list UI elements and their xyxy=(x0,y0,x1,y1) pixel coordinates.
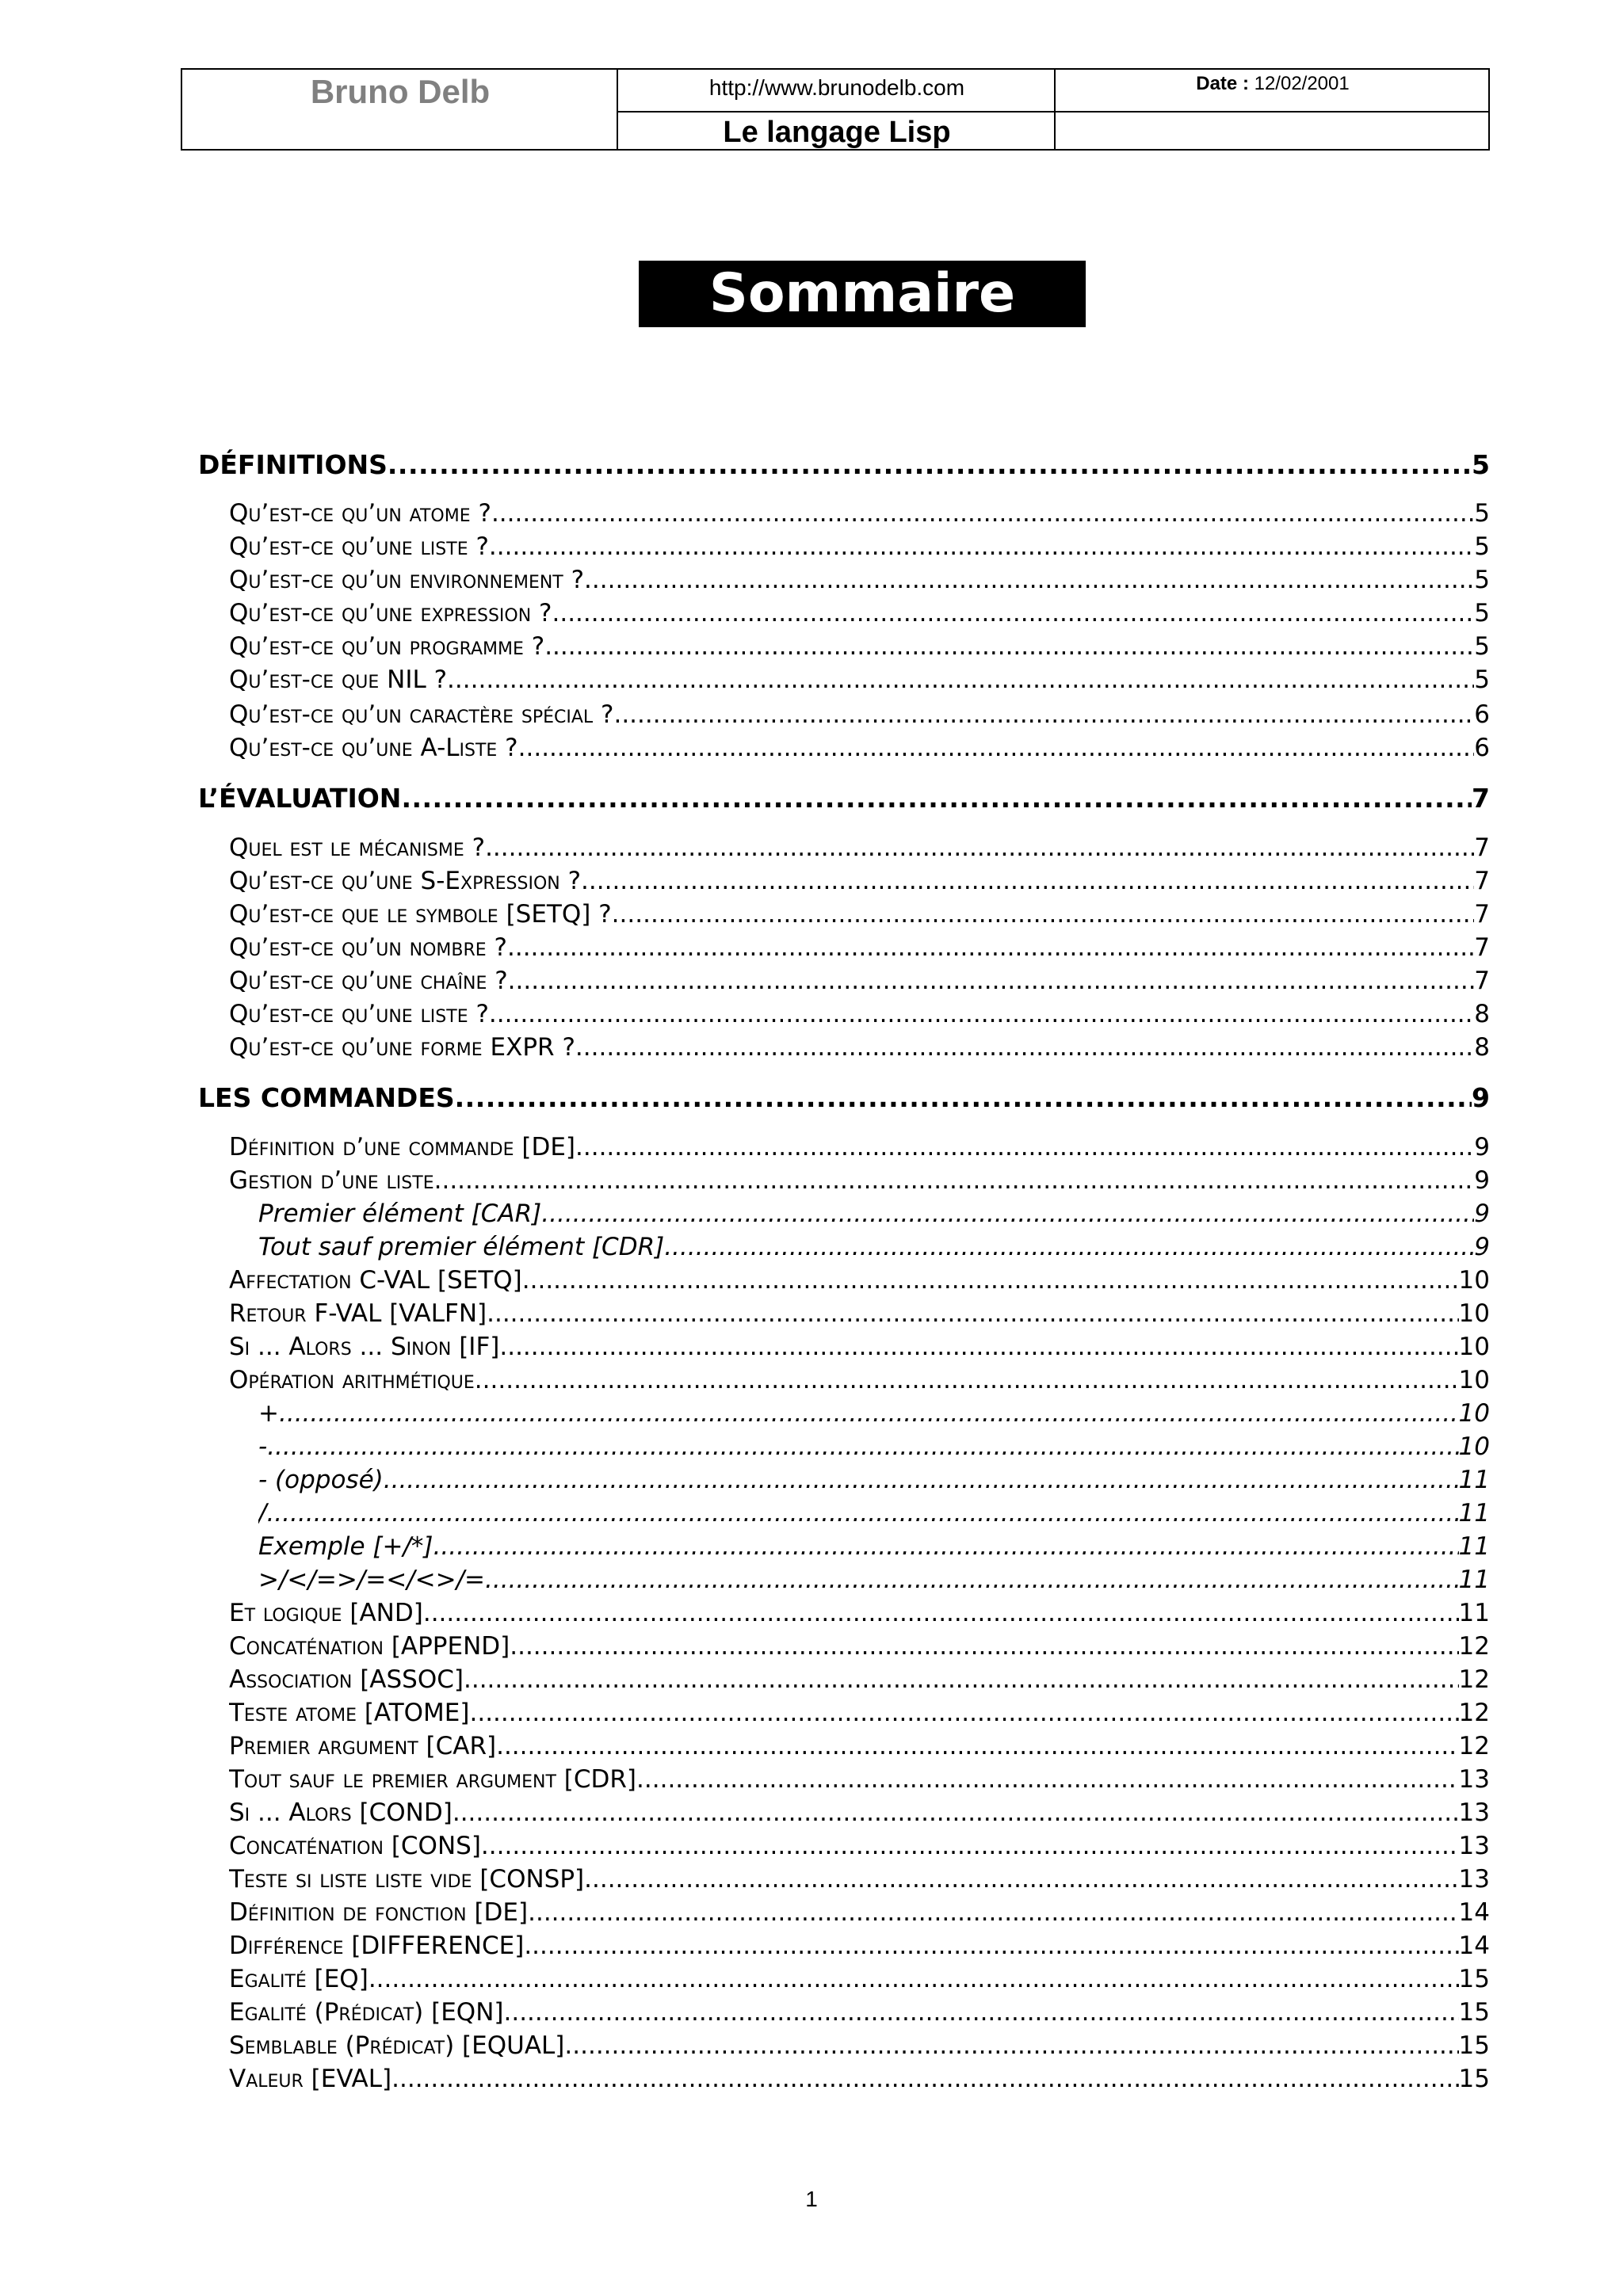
toc-entry-title: Tout sauf premier élément [CDR] xyxy=(258,1233,665,1261)
toc-entry-page: 13 xyxy=(1458,1765,1490,1794)
document-header-table xyxy=(181,68,1490,151)
toc-entry-title: Définition d’une commande [DE] xyxy=(229,1133,576,1161)
toc-entry-page: 7 xyxy=(1474,933,1490,962)
toc-entry-title: Retour F-VAL [VALFN] xyxy=(229,1299,487,1328)
toc-entry-page: 14 xyxy=(1458,1898,1490,1927)
toc-dot-leader xyxy=(584,1865,1458,1894)
toc-entry-page: 15 xyxy=(1458,1965,1490,1993)
toc-entry-page: 7 xyxy=(1472,783,1490,814)
toc-dot-leader xyxy=(491,499,1474,528)
toc-dot-leader xyxy=(470,1699,1459,1727)
toc-entry-title: Quel est le mécanisme ? xyxy=(229,833,486,862)
toc-entry[interactable] xyxy=(229,1898,1490,1927)
toc-entry-title: Qu’est-ce qu’un nombre ? xyxy=(229,933,507,962)
toc-entry-title: DÉFINITIONS xyxy=(198,449,388,480)
toc-entry-page: 9 xyxy=(1474,1166,1490,1195)
toc-entry-title: Qu’est-ce qu’un programme ? xyxy=(229,632,545,661)
toc-section-entry[interactable] xyxy=(198,449,1490,480)
toc-dot-leader xyxy=(541,1199,1474,1228)
toc-dot-leader xyxy=(401,783,1472,814)
toc-entry[interactable] xyxy=(229,566,1490,594)
toc-entry-page: 11 xyxy=(1458,1532,1490,1561)
toc-entry-page: 15 xyxy=(1458,2065,1490,2093)
toc-entry[interactable] xyxy=(229,1599,1490,1627)
toc-entry[interactable] xyxy=(258,1432,1490,1461)
toc-entry-title: Premier argument [CAR] xyxy=(229,1732,497,1760)
page-title: Sommaire xyxy=(639,261,1086,327)
toc-entry[interactable] xyxy=(258,1566,1490,1594)
toc-entry-page: 10 xyxy=(1458,1333,1490,1361)
toc-dot-leader xyxy=(508,967,1475,995)
toc-entry[interactable] xyxy=(229,1765,1490,1794)
toc-entry-title: >/</=>/=</<>/= xyxy=(258,1566,485,1594)
toc-entry[interactable] xyxy=(258,1233,1490,1261)
toc-dot-leader xyxy=(485,833,1474,862)
toc-dot-leader xyxy=(267,1432,1458,1461)
toc-entry-title: Qu’est-ce qu’un atome ? xyxy=(229,499,491,528)
toc-entry-page: 10 xyxy=(1458,1399,1490,1428)
toc-entry-title: + xyxy=(258,1399,279,1428)
toc-entry[interactable] xyxy=(229,867,1490,895)
toc-entry-title: Qu’est-ce que le symbole [SETQ] ? xyxy=(229,900,612,929)
toc-dot-leader xyxy=(475,1366,1459,1394)
toc-entry[interactable] xyxy=(258,1466,1490,1494)
toc-dot-leader xyxy=(447,666,1474,694)
toc-entry[interactable] xyxy=(229,1000,1490,1028)
toc-entry-title: Semblable (Prédicat) [EQUAL] xyxy=(229,2031,565,2060)
toc-entry-title: Qu’est-ce qu’une liste ? xyxy=(229,532,489,561)
toc-entry[interactable] xyxy=(229,1665,1490,1694)
toc-dot-leader xyxy=(503,1998,1458,2027)
toc-entry-title: Affectation C-VAL [SETQ] xyxy=(229,1266,522,1295)
toc-entry-page: 12 xyxy=(1458,1632,1490,1661)
toc-entry[interactable] xyxy=(229,1632,1490,1661)
toc-entry[interactable] xyxy=(229,666,1490,694)
toc-dot-leader xyxy=(664,1233,1474,1261)
toc-entry-title: / xyxy=(258,1499,267,1527)
toc-entry-title: Egalité [EQ] xyxy=(229,1965,369,1993)
toc-dot-leader xyxy=(510,1632,1458,1661)
toc-dot-leader xyxy=(518,734,1475,762)
toc-entry-page: 7 xyxy=(1474,833,1490,862)
toc-dot-leader xyxy=(266,1499,1458,1527)
toc-entry-page: 12 xyxy=(1458,1699,1490,1727)
toc-entry-page: 5 xyxy=(1472,449,1490,480)
toc-entry[interactable] xyxy=(229,1366,1490,1394)
toc-entry[interactable] xyxy=(229,734,1490,762)
toc-dot-leader xyxy=(612,900,1475,929)
toc-entry[interactable] xyxy=(229,700,1490,729)
toc-entry-page: 5 xyxy=(1474,566,1490,594)
toc-entry-title: L’ÉVALUATION xyxy=(198,783,402,814)
toc-entry[interactable] xyxy=(229,1333,1490,1361)
toc-entry[interactable] xyxy=(229,1798,1490,1827)
toc-entry-page: 7 xyxy=(1474,867,1490,895)
toc-entry[interactable] xyxy=(229,900,1490,929)
toc-entry[interactable] xyxy=(229,1832,1490,1860)
toc-dot-leader xyxy=(388,449,1472,480)
toc-dot-leader xyxy=(544,632,1474,661)
header-divider xyxy=(617,70,618,149)
toc-dot-leader xyxy=(584,566,1474,594)
toc-entry-page: 9 xyxy=(1472,1082,1490,1113)
toc-entry-page: 7 xyxy=(1474,967,1490,995)
toc-dot-leader xyxy=(575,1133,1474,1161)
toc-entry-title: Différence [DIFFERENCE] xyxy=(229,1932,525,1960)
toc-dot-leader xyxy=(384,1466,1459,1494)
header-url: http://www.brunodelb.com xyxy=(708,75,965,100)
toc-entry-title: Si ... Alors [COND] xyxy=(229,1798,453,1827)
toc-entry[interactable] xyxy=(229,632,1490,661)
toc-dot-leader xyxy=(391,2065,1458,2093)
toc-entry-page: 10 xyxy=(1458,1366,1490,1394)
toc-entry-page: 13 xyxy=(1458,1865,1490,1894)
toc-entry-title: Qu’est-ce qu’une expression ? xyxy=(229,599,552,627)
toc-dot-leader xyxy=(481,1832,1459,1860)
toc-entry-title: Association [ASSOC] xyxy=(229,1665,464,1694)
toc-dot-leader xyxy=(575,1033,1474,1062)
toc-entry-title: Et logique [AND] xyxy=(229,1599,423,1627)
toc-entry-page: 12 xyxy=(1458,1665,1490,1694)
toc-entry-page: 13 xyxy=(1458,1798,1490,1827)
toc-entry-title: Gestion d’une liste xyxy=(229,1166,434,1195)
toc-entry[interactable] xyxy=(229,1266,1490,1295)
header-author: Bruno Delb xyxy=(310,73,491,110)
toc-dot-leader xyxy=(496,1732,1458,1760)
toc-entry-page: 11 xyxy=(1458,1599,1490,1627)
toc-entry[interactable] xyxy=(229,933,1490,962)
toc-entry-page: 6 xyxy=(1474,734,1490,762)
toc-entry-title: - xyxy=(258,1432,268,1461)
toc-entry-page: 5 xyxy=(1474,499,1490,528)
toc-entry-page: 6 xyxy=(1474,700,1490,729)
toc-entry-title: Qu’est-ce qu’un caractère spécial ? xyxy=(229,700,614,729)
page-number: 1 xyxy=(805,2187,818,2211)
toc-entry-title: Valeur [EVAL] xyxy=(229,2065,392,2093)
toc-entry[interactable] xyxy=(229,1965,1490,1993)
toc-entry-title: Concaténation [APPEND] xyxy=(229,1632,510,1661)
toc-section-entry[interactable] xyxy=(198,783,1490,814)
toc-entry-title: Premier élément [CAR] xyxy=(258,1199,542,1228)
toc-entry[interactable] xyxy=(229,2031,1490,2060)
toc-entry[interactable] xyxy=(229,599,1490,627)
toc-entry[interactable] xyxy=(229,499,1490,528)
header-date-label: Date : xyxy=(1196,73,1249,94)
toc-entry-page: 10 xyxy=(1458,1299,1490,1328)
toc-entry-page: 5 xyxy=(1474,532,1490,561)
toc-dot-leader xyxy=(369,1965,1459,1993)
toc-entry[interactable] xyxy=(229,1133,1490,1161)
toc-dot-leader xyxy=(279,1399,1459,1428)
toc-dot-leader xyxy=(507,933,1474,962)
header-date-value: 12/02/2001 xyxy=(1254,73,1350,94)
toc-entry[interactable] xyxy=(229,532,1490,561)
toc-entry-title: Teste atome [ATOME] xyxy=(229,1699,470,1727)
toc-entry-title: Définition de fonction [DE] xyxy=(229,1898,529,1927)
toc-entry[interactable] xyxy=(258,1199,1490,1228)
toc-entry-page: 5 xyxy=(1474,666,1490,694)
toc-dot-leader xyxy=(423,1599,1459,1627)
toc-entry-page: 9 xyxy=(1474,1233,1490,1261)
toc-entry-page: 10 xyxy=(1458,1432,1490,1461)
toc-entry[interactable] xyxy=(258,1499,1490,1527)
toc-entry-title: Qu’est-ce que NIL ? xyxy=(229,666,448,694)
toc-entry-title: Qu’est-ce qu’un environnement ? xyxy=(229,566,585,594)
toc-entry-title: Tout sauf le premier argument [CDR] xyxy=(229,1765,637,1794)
toc-entry-page: 8 xyxy=(1474,1033,1490,1062)
toc-entry[interactable] xyxy=(229,1732,1490,1760)
toc-dot-leader xyxy=(613,700,1474,729)
toc-entry-page: 9 xyxy=(1474,1199,1490,1228)
header-date xyxy=(1056,70,1490,111)
toc-entry-page: 14 xyxy=(1458,1932,1490,1960)
toc-entry-page: 15 xyxy=(1458,2031,1490,2060)
toc-entry-page: 5 xyxy=(1474,632,1490,661)
toc-entry-page: 11 xyxy=(1458,1499,1490,1527)
toc-dot-leader xyxy=(455,1082,1472,1113)
toc-dot-leader xyxy=(464,1665,1459,1694)
toc-dot-leader xyxy=(524,1932,1458,1960)
toc-entry-title: - (opposé) xyxy=(258,1466,384,1494)
toc-entry[interactable] xyxy=(229,1932,1490,1960)
toc-entry-title: Qu’est-ce qu’une liste ? xyxy=(229,1000,489,1028)
toc-entry-title: Qu’est-ce qu’une chaîne ? xyxy=(229,967,508,995)
toc-entry[interactable] xyxy=(258,1532,1490,1561)
toc-entry[interactable] xyxy=(229,1166,1490,1195)
toc-entry-title: Teste si liste liste vide [CONSP] xyxy=(229,1865,585,1894)
toc-entry-page: 9 xyxy=(1474,1133,1490,1161)
toc-entry[interactable] xyxy=(229,2065,1490,2093)
toc-dot-leader xyxy=(636,1765,1459,1794)
toc-entry[interactable] xyxy=(229,1865,1490,1894)
toc-entry-title: LES COMMANDES xyxy=(198,1082,455,1113)
toc-entry-title: Opération arithmétique xyxy=(229,1366,475,1394)
toc-entry[interactable] xyxy=(258,1399,1490,1428)
toc-entry-title: Qu’est-ce qu’une forme EXPR ? xyxy=(229,1033,575,1062)
toc-entry-page: 7 xyxy=(1474,900,1490,929)
toc-entry[interactable] xyxy=(229,1699,1490,1727)
toc-dot-leader xyxy=(522,1266,1459,1295)
toc-entry-page: 11 xyxy=(1458,1566,1490,1594)
toc-dot-leader xyxy=(564,2031,1458,2060)
toc-entry-page: 13 xyxy=(1458,1832,1490,1860)
toc-dot-leader xyxy=(581,867,1474,895)
toc-entry-title: Qu’est-ce qu’une A-Liste ? xyxy=(229,734,518,762)
toc-dot-leader xyxy=(552,599,1474,627)
toc-dot-leader xyxy=(487,1299,1458,1328)
toc-entry-page: 12 xyxy=(1458,1732,1490,1760)
toc-entry[interactable] xyxy=(229,1998,1490,2027)
toc-entry-page: 8 xyxy=(1474,1000,1490,1028)
toc-entry-title: Concaténation [CONS] xyxy=(229,1832,481,1860)
toc-entry-page: 11 xyxy=(1458,1466,1490,1494)
toc-section-entry[interactable] xyxy=(198,1082,1490,1113)
toc-dot-leader xyxy=(453,1798,1459,1827)
toc-entry-page: 10 xyxy=(1458,1266,1490,1295)
toc-entry-title: Exemple [+/*] xyxy=(258,1532,433,1561)
toc-entry-title: Qu’est-ce qu’une S-Expression ? xyxy=(229,867,582,895)
toc-entry-page: 5 xyxy=(1474,599,1490,627)
toc-entry-title: Egalité (Prédicat) [EQN] xyxy=(229,1998,504,2027)
toc-dot-leader xyxy=(485,1566,1459,1594)
header-doc-title: Le langage Lisp xyxy=(723,116,951,149)
toc-entry-title: Si ... Alors ... Sinon [IF] xyxy=(229,1333,500,1361)
toc-entry[interactable] xyxy=(229,1033,1490,1062)
toc-entry[interactable] xyxy=(229,833,1490,862)
toc-dot-leader xyxy=(434,1166,1475,1195)
toc-dot-leader xyxy=(489,532,1474,561)
toc-dot-leader xyxy=(433,1532,1459,1561)
toc-entry[interactable] xyxy=(229,967,1490,995)
toc-dot-leader xyxy=(499,1333,1458,1361)
toc-dot-leader xyxy=(489,1000,1474,1028)
toc-entry[interactable] xyxy=(229,1299,1490,1328)
toc-entry-page: 15 xyxy=(1458,1998,1490,2027)
toc-dot-leader xyxy=(528,1898,1458,1927)
